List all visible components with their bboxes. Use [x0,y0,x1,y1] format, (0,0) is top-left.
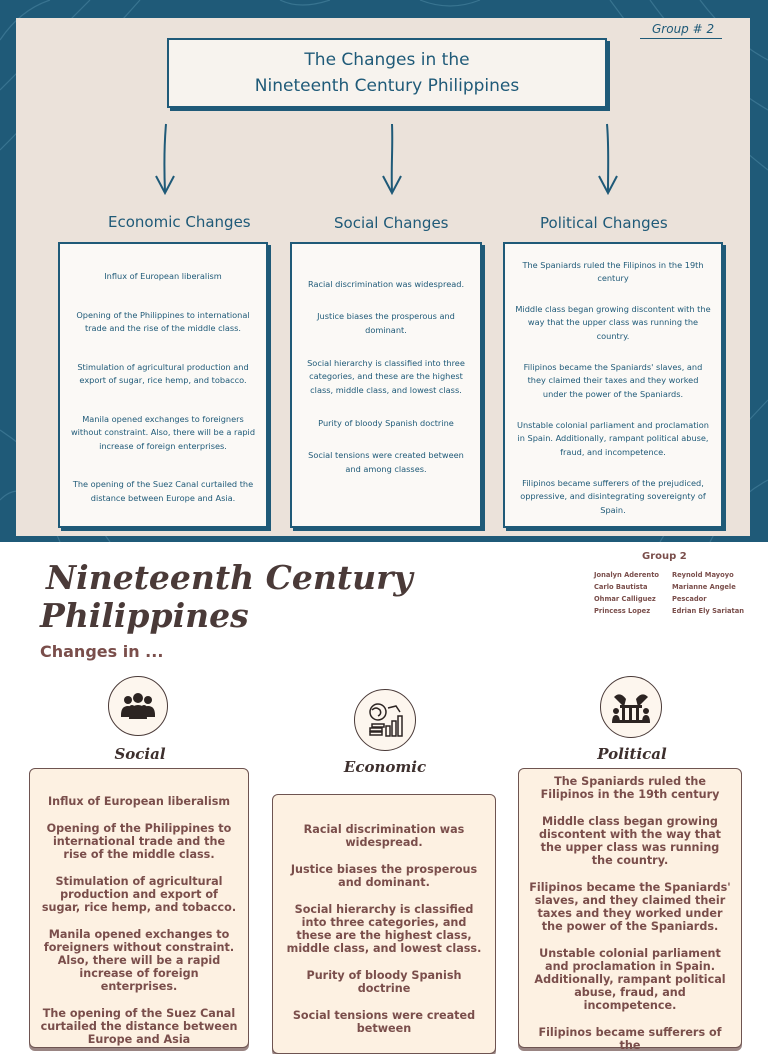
economic-changes-heading: Economic Changes [108,213,251,231]
note-item: The opening of the Suez Canal curtailed the distance between Europe and Asia. [72,479,254,503]
social-card [29,768,249,1048]
political-changes-heading: Political Changes [540,214,668,232]
note-item: Manila opened exchanges to foreigners without constraint. Also, there will be a rapid increase of foreign enterprises. [70,413,256,451]
title-line-1: The Changes in the [304,50,470,70]
note-item: Social hierarchy is classified into three categories, and these are the highest class, middle class, and lowest class. [307,357,465,395]
member-name: Edrian Ely Sariatan [672,607,744,615]
group-number-tag: Group # 2 [640,22,722,39]
note-item: The Spaniards ruled the Filipinos in the 19th century [522,259,704,284]
card-item: Justice biases the prosperous and dominant. [290,863,478,889]
note-item: Middle class began growing discontent with the way that the upper class was running the country. [515,303,711,342]
note-item: Unstable colonial parliament and proclamation in Spain. Additionally, rampant political abuse, fraud, and incompetence. [517,419,709,457]
economic-changes-note [58,242,268,528]
title-box [167,38,607,108]
member-name: Princess Lopez [594,607,651,615]
members-list-1 [594,569,659,617]
member-name: Ohmar Calliguez [594,595,656,603]
card-item: Opening of the Philippines to international trade and the rise of the middle class. [46,822,232,861]
slide-title-line-2: Philippines [40,596,249,635]
slide-title-line-1: Nineteenth Century [46,558,413,597]
card-item: Filipinos became sufferers of the [538,1026,722,1052]
note-item: Filipinos became sufferers of the prejudiced, oppressive, and disintegrating sovereignty of Spain. [520,477,706,515]
social-changes-heading: Social Changes [334,214,449,232]
note-item: Opening of the Philippines to international trade and the rise of the middle class. [76,309,250,334]
arrow-down-icon [595,122,621,196]
arrow-down-icon [152,122,178,196]
group-title: Group 2 [642,551,687,562]
note-item: Social tensions were created between and among classes. [308,450,464,474]
changes-in-subtitle: Changes in ... [40,642,164,661]
note-item: Stimulation of agricultural production and export of sugar, rice hemp, and tobacco. [77,361,249,386]
government-crowd-icon [600,676,662,738]
note-item: Purity of bloody Spanish doctrine [318,417,454,428]
people-group-icon [108,676,168,736]
card-item: Filipinos became the Spaniards' slaves, and they claimed their taxes and they worked under the power of the Spaniards. [529,881,731,933]
political-changes-note [503,242,723,528]
card-item: Manila opened exchanges to foreigners without constraint. Also, there will be a rapid increase of foreign enterprises. [43,928,235,993]
members-list-2 [672,569,768,617]
infographic-slide-2 [0,542,768,1052]
arrow-down-icon [379,122,405,196]
economic-card [272,794,496,1054]
card-item: Social hierarchy is classified into three categories, and these are the highest class, middle class, and lowest class. [286,903,482,955]
social-section-label: Social [114,745,166,763]
member-name: Reynold Mayoyo [672,571,734,579]
member-name: Carlo Bautista [594,583,648,591]
note-item: Racial discrimination was widespread. [307,278,465,289]
social-changes-note [290,242,482,528]
member-name: Jonalyn Aderento [594,571,659,579]
card-item: The Spaniards ruled the Filipinos in the 19th century [540,775,720,801]
card-item: The opening of the Suez Canal curtailed the distance between Europe and Asia [40,1007,238,1046]
card-item: Purity of bloody Spanish doctrine [306,969,462,995]
political-section-label: Political [597,745,667,763]
money-chart-icon [354,689,416,751]
note-item: Filipinos became the Spaniards' slaves, and they claimed their taxes and they worked under the power of the Spaniards. [523,361,703,399]
card-item: Racial discrimination was widespread. [303,823,465,849]
card-item: Social tensions were created between [292,1009,476,1035]
note-item: Influx of European liberalism [104,271,222,282]
economic-section-label: Economic [343,758,427,776]
note-item: Justice biases the prosperous and dominant. [317,311,455,335]
card-item: Influx of European liberalism [47,795,231,808]
political-card [518,768,742,1052]
card-item: Stimulation of agricultural production and export of sugar, rice hemp, and tobacco. [41,875,237,914]
member-name: Marianne Angele Pescador [672,583,736,603]
title-line-2: Nineteenth Century Philippines [254,76,520,96]
card-item: Middle class began growing discontent with the way that the upper class was running the country. [538,815,722,867]
card-item: Unstable colonial parliament and proclamation in Spain. Additionally, rampant political abuse, fraud, and incompetence. [534,947,726,1012]
